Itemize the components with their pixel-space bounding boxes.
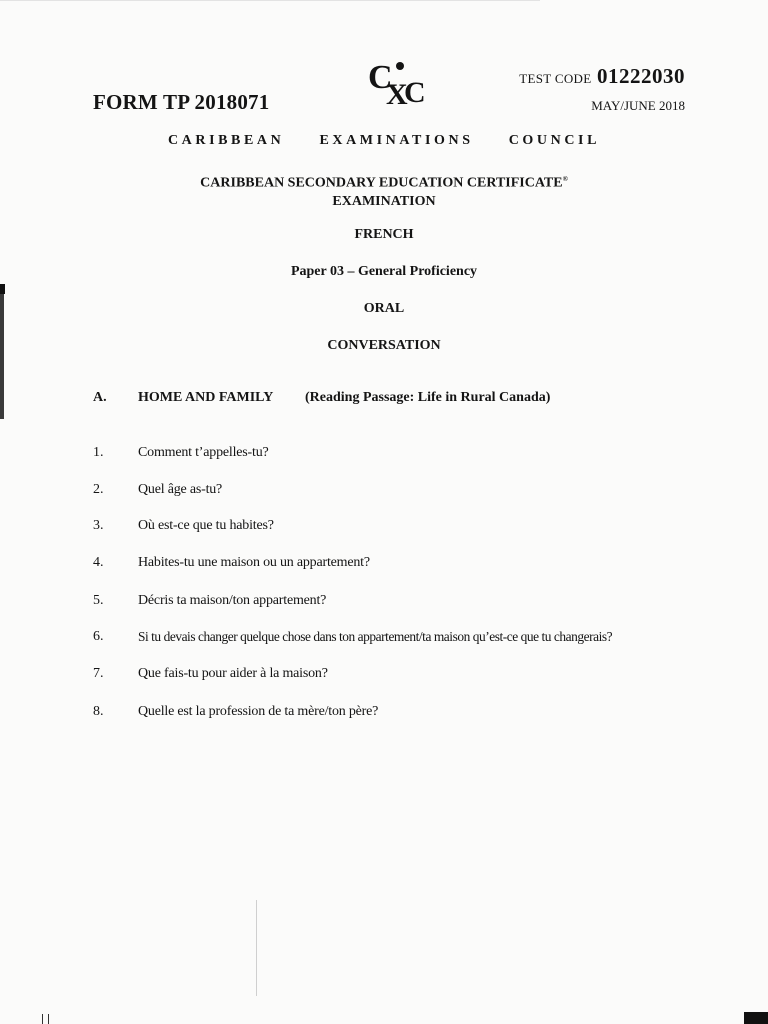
- question-text: Habites-tu une maison ou un appartement?: [138, 555, 370, 570]
- scan-corner-tick: [42, 1014, 49, 1024]
- paper-title: Paper 03 – General Proficiency: [290, 264, 478, 279]
- examination-label: EXAMINATION: [332, 193, 436, 209]
- question-number: 1.: [93, 445, 104, 460]
- question-text: Décris ta maison/ton appartement?: [138, 593, 327, 608]
- question-number: 5.: [93, 593, 104, 608]
- question-number: 6.: [93, 629, 104, 644]
- scan-left-edge-mark: [0, 284, 5, 294]
- scan-top-edge: [0, 0, 540, 1]
- certificate-title: [0, 170, 768, 211]
- question-text: Quel âge as-tu?: [138, 482, 223, 497]
- section-letter: A.: [93, 390, 107, 405]
- exam-session: MAY/JUNE 2018: [591, 98, 685, 113]
- test-code-label: TEST CODE: [519, 71, 592, 86]
- section-title: HOME AND FAMILY: [138, 390, 274, 405]
- logo-letter-c1: C: [368, 59, 393, 96]
- cxc-logo-icon: [366, 58, 432, 108]
- question-text: Si tu devais changer quelque chose dans ton appartement/ta maison qu’est-ce que tu changerais?: [138, 629, 613, 644]
- question-text: Comment t’appelles-tu?: [138, 445, 269, 460]
- question-number: 3.: [93, 518, 104, 533]
- certificate-name: CARIBBEAN SECONDARY EDUCATION CERTIFICATE: [200, 175, 563, 191]
- section-passage: (Reading Passage: Life in Rural Canada): [305, 390, 551, 405]
- question-number: 2.: [93, 482, 104, 497]
- logo-letter-x: X: [386, 78, 408, 108]
- scan-corner-mark: [744, 1012, 768, 1024]
- logo-letter-c2: C: [404, 76, 426, 108]
- council-name: CARIBBEAN EXAMINATIONS COUNCIL: [167, 133, 601, 148]
- scan-fold-line: [256, 900, 257, 996]
- part-title: CONVERSATION: [327, 338, 441, 353]
- question-text: Quelle est la profession de ta mère/ton père?: [138, 704, 379, 719]
- question-number: 8.: [93, 704, 104, 719]
- question-text: Où est-ce que tu habites?: [138, 518, 274, 533]
- question-number: 4.: [93, 555, 104, 570]
- registered-mark: ®: [562, 175, 568, 183]
- form-id: FORM TP 2018071: [93, 90, 270, 114]
- test-code-number: 01222030: [597, 64, 685, 88]
- test-code: [519, 64, 685, 89]
- component-title: ORAL: [363, 301, 405, 316]
- question-number: 7.: [93, 666, 104, 681]
- question-text: Que fais-tu pour aider à la maison?: [138, 666, 328, 681]
- subject-title: FRENCH: [354, 227, 414, 242]
